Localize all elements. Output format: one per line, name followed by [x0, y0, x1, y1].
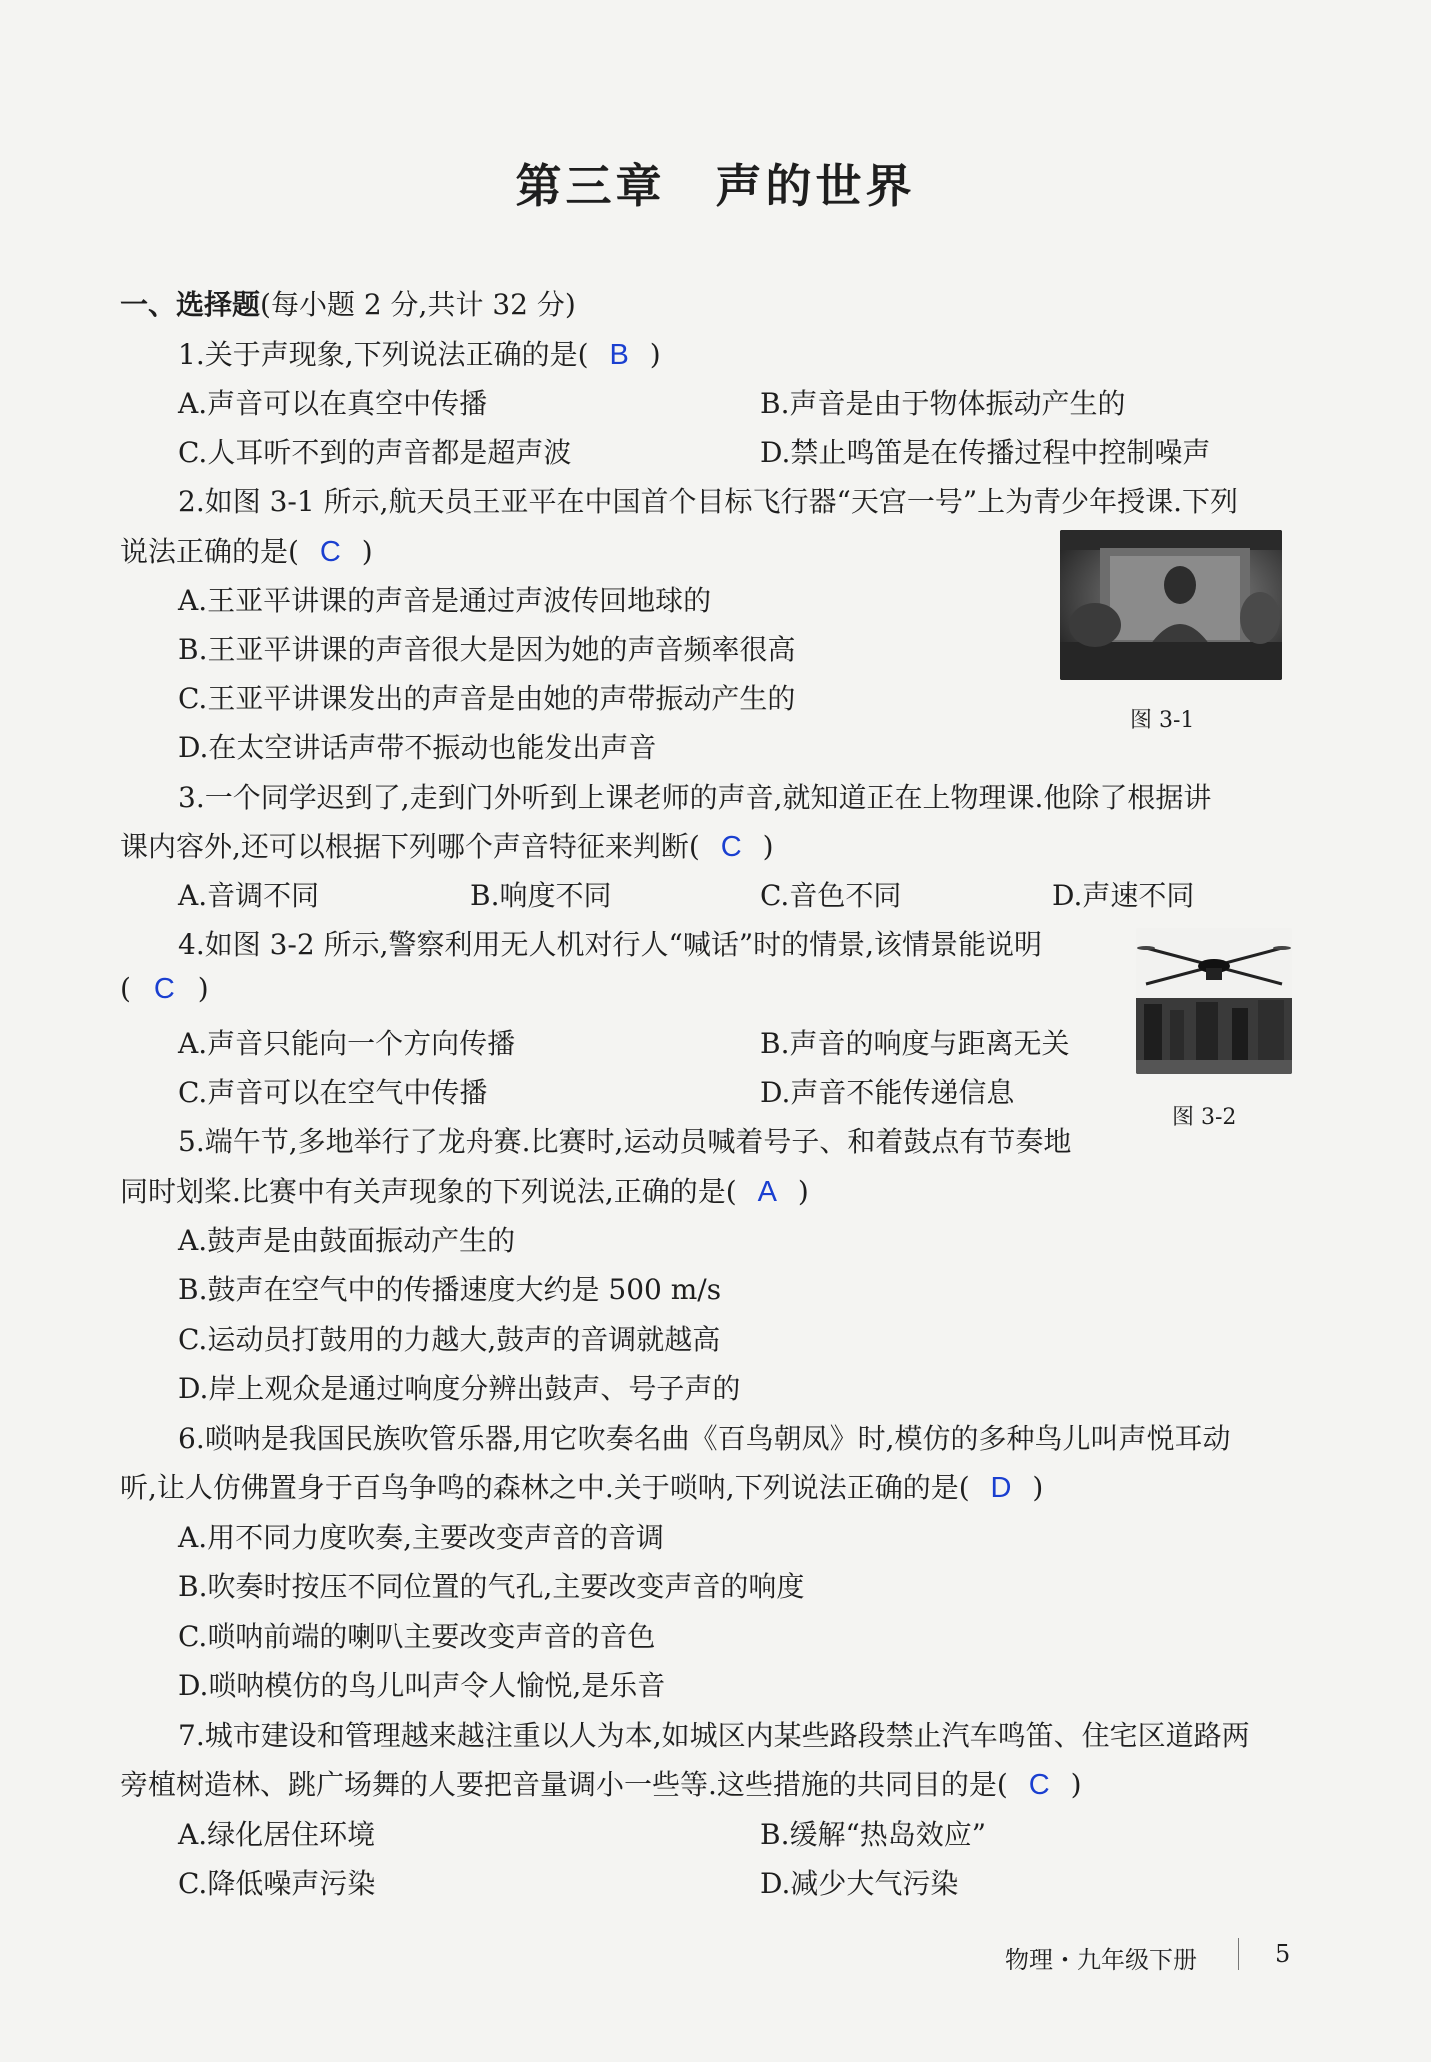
q2-option-a: A.王亚平讲课的声音是通过声波传回地球的	[178, 584, 712, 617]
answer-3: C	[720, 831, 742, 863]
q5-option-b: B.鼓声在空气中的传播速度大约是 500 m/s	[178, 1273, 722, 1306]
figure-3-2-caption: 图 3-2	[1172, 1105, 1237, 1130]
q3-option-a: A.音调不同	[178, 879, 320, 912]
footer-divider	[1238, 1938, 1239, 1970]
section-label: 一、选择题	[120, 288, 261, 321]
q1-option-b: B.声音是由于物体振动产生的	[760, 387, 1126, 420]
q4-option-a: A.声音只能向一个方向传播	[178, 1027, 516, 1060]
page-number: 5	[1275, 1940, 1291, 1968]
q3-option-c: C.音色不同	[760, 879, 902, 912]
q5-option-a: A.鼓声是由鼓面振动产生的	[178, 1224, 516, 1257]
question-3-stem-line2: 课内容外,还可以根据下列哪个声音特征来判断( C )	[120, 830, 774, 863]
q3-option-b: B.响度不同	[470, 879, 612, 912]
q7-option-a: A.绿化居住环境	[178, 1818, 376, 1851]
footer-book-title: 物理・九年级下册	[1005, 1946, 1197, 1974]
question-3-stem-line1: 3.一个同学迟到了,走到门外听到上课老师的声音,就知道正在上物理课.他除了根据讲	[178, 781, 1212, 814]
question-4-stem-line2: ( C )	[120, 972, 209, 1005]
question-2-stem-line2: 说法正确的是( C )	[120, 535, 373, 568]
q2-option-d: D.在太空讲话声带不振动也能发出声音	[178, 731, 657, 764]
q3-option-d: D.声速不同	[1052, 879, 1195, 912]
q5-option-d: D.岸上观众是通过响度分辨出鼓声、号子声的	[178, 1372, 741, 1405]
answer-2: C	[319, 536, 341, 568]
q6-option-a: A.用不同力度吹奏,主要改变声音的音调	[178, 1521, 665, 1554]
q4-option-c: C.声音可以在空气中传播	[178, 1076, 488, 1109]
answer-4: C	[153, 973, 175, 1005]
q6-option-c: C.唢呐前端的喇叭主要改变声音的音色	[178, 1620, 656, 1653]
question-5-stem-line1: 5.端午节,多地举行了龙舟赛.比赛时,运动员喊着号子、和着鼓点有节奏地	[178, 1125, 1072, 1158]
q2-option-b: B.王亚平讲课的声音很大是因为她的声音频率很高	[178, 633, 796, 666]
question-7-stem-line2: 旁植树造林、跳广场舞的人要把音量调小一些等.这些措施的共同目的是( C )	[120, 1768, 1082, 1801]
figure-3-1-caption: 图 3-1	[1130, 708, 1195, 733]
q1-option-d: D.禁止鸣笛是在传播过程中控制噪声	[760, 436, 1211, 469]
q4-option-b: B.声音的响度与距离无关	[760, 1027, 1070, 1060]
question-6-stem-line1: 6.唢呐是我国民族吹管乐器,用它吹奏名曲《百鸟朝凤》时,模仿的多种鸟儿叫声悦耳动	[178, 1422, 1231, 1455]
q2-option-c: C.王亚平讲课发出的声音是由她的声带振动产生的	[178, 682, 796, 715]
answer-7: C	[1028, 1769, 1050, 1801]
question-2-stem-line1: 2.如图 3-1 所示,航天员王亚平在中国首个目标飞行器“天宫一号”上为青少年授课.下列	[178, 485, 1239, 518]
q1-option-a: A.声音可以在真空中传播	[178, 387, 488, 420]
question-6-stem-line2: 听,让人仿佛置身于百鸟争鸣的森林之中.关于唢呐,下列说法正确的是( D )	[120, 1471, 1044, 1504]
question-5-stem-line2: 同时划桨.比赛中有关声现象的下列说法,正确的是( A )	[120, 1175, 809, 1208]
chapter-title: 第三章 声的世界	[515, 159, 916, 213]
figure-3-1-photo	[1060, 530, 1282, 680]
section-heading	[120, 283, 576, 323]
q7-option-b: B.缓解“热岛效应”	[760, 1818, 987, 1851]
answer-1: B	[609, 339, 629, 371]
question-7-stem-line1: 7.城市建设和管理越来越注重以人为本,如城区内某些路段禁止汽车鸣笛、住宅区道路两	[178, 1719, 1250, 1752]
q7-option-c: C.降低噪声污染	[178, 1867, 376, 1900]
question-1-stem: 1.关于声现象,下列说法正确的是( B )	[178, 338, 661, 371]
answer-6: D	[990, 1472, 1012, 1504]
q6-option-b: B.吹奏时按压不同位置的气孔,主要改变声音的响度	[178, 1570, 805, 1603]
section-note: (每小题 2 分,共计 32 分)	[260, 288, 576, 321]
q6-option-d: D.唢呐模仿的鸟儿叫声令人愉悦,是乐音	[178, 1669, 666, 1702]
figure-3-2-photo	[1136, 928, 1292, 1074]
question-4-stem-line1: 4.如图 3-2 所示,警察利用无人机对行人“喊话”时的情景,该情景能说明	[178, 928, 1043, 961]
q5-option-c: C.运动员打鼓用的力越大,鼓声的音调就越高	[178, 1323, 721, 1356]
q4-option-d: D.声音不能传递信息	[760, 1076, 1015, 1109]
q7-option-d: D.减少大气污染	[760, 1867, 959, 1900]
answer-5: A	[757, 1176, 777, 1208]
q1-option-c: C.人耳听不到的声音都是超声波	[178, 436, 572, 469]
